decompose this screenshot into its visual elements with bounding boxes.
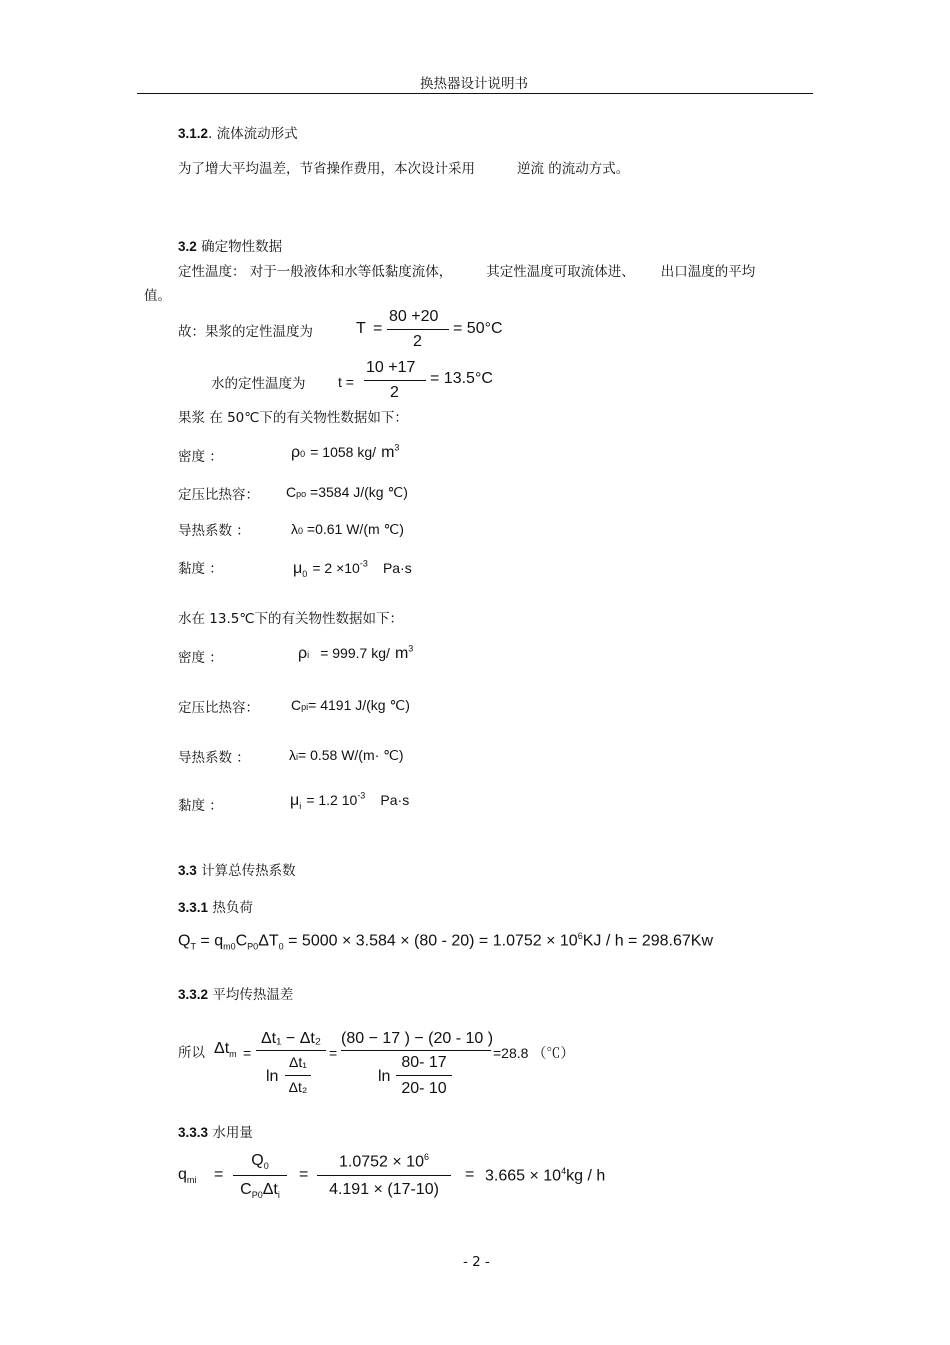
juice-density-value: ρ0 = 1058 kg/ $m^3$ (291, 442, 400, 461)
juice-temp-numerator: 80 +20 (389, 308, 439, 325)
water-temp-result: = 13.5°C (430, 370, 493, 387)
section-3-1-2-heading: 3.1.2. 流体流动形式 (178, 126, 298, 142)
water-usage-result: $3.665 \times 10^4kg / h$ (485, 1166, 606, 1185)
juice-mu-label: 黏度 ： (178, 561, 223, 577)
juice-cp-label: 定压比热容： (178, 487, 259, 503)
water-k-label: 导热系数 ： (178, 750, 250, 766)
juice-density-label: 密度 ： (178, 449, 223, 465)
lmtd-equals-2: = (329, 1045, 338, 1061)
lmtd-fraction-bar-values (341, 1050, 491, 1051)
water-temp-numerator: 10 +17 (366, 359, 416, 376)
water-usage-equals-3: = (465, 1166, 475, 1183)
lmtd-fraction-bar (256, 1050, 326, 1051)
section-3-2-heading: 3.2 确定物性数据 (178, 239, 283, 255)
water-temp-fraction-bar (364, 380, 426, 381)
lmtd-inner-denominator: Δt₂ (288, 1079, 308, 1095)
juice-cp-value: Cpo =3584 J/(kg ℃) (286, 484, 408, 500)
section-3-3-3-heading: 3.3.3 水用量 (178, 1125, 253, 1141)
water-temp-denominator: 2 (390, 384, 399, 401)
water-usage-equals-2: = (299, 1166, 309, 1183)
juice-temp-label: 故：果浆的定性温度为 (178, 324, 313, 340)
juice-props-intro: 果浆 在 50℃下的有关物性数据如下： (178, 410, 408, 426)
water-usage-numerator-values: $1.0752 \times 10^6$ (339, 1152, 429, 1171)
juice-temp-symbol: T (356, 320, 366, 337)
water-mu-value: $\mu_i = 1.2$ $10^{-3}$ Pa·s (290, 790, 410, 812)
water-density-value: ρi = 999.7 kg/ $m^3$ (298, 643, 414, 662)
juice-temp-fraction-bar (387, 329, 449, 330)
juice-k-value: λ0 =0.61 W/(m ℃) (291, 521, 404, 537)
lmtd-inner-bar (285, 1075, 311, 1076)
water-usage-denominator: $C_{P0}\Delta t_i$ (240, 1181, 280, 1201)
lmtd-intro: 所以 (178, 1045, 205, 1061)
lmtd-lhs: $\Delta t_m$ (214, 1040, 237, 1060)
header-rule (137, 93, 813, 94)
lmtd-inner-denominator-values: 20- 10 (401, 1080, 447, 1097)
lmtd-inner-numerator-values: 80- 17 (401, 1054, 447, 1071)
water-cp-label: 定压比热容： (178, 700, 259, 716)
lmtd-inner-bar-values (396, 1075, 452, 1076)
lmtd-ln: ln (266, 1068, 279, 1085)
juice-temp-denominator: 2 (413, 333, 422, 350)
section-3-3-heading: 3.3 计算总传热系数 (178, 863, 296, 879)
water-usage-lhs: $q_{mi}$ (178, 1166, 197, 1186)
lmtd-numerator: Δt₁ − Δt₂ (260, 1030, 322, 1047)
juice-temp-result: = 50°C (453, 320, 503, 337)
page-number: - 2 - (463, 1254, 490, 1270)
water-cp-value: Cpi= 4191 J/(kg ℃) (291, 697, 410, 713)
flow-paragraph: 为了增大平均温差，节省操作费用，本次设计采用 逆流 的流动方式。 (178, 161, 630, 177)
water-usage-numerator: $Q_0$ (251, 1152, 269, 1172)
lmtd-equals-1: = (243, 1045, 252, 1061)
water-usage-fraction-bar (233, 1175, 287, 1176)
water-k-value: λi= 0.58 W/(m· ℃) (289, 747, 404, 763)
lmtd-numerator-values: (80 − 17 ) − (20 - 10 ) (341, 1030, 494, 1047)
section-3-3-1-heading: 3.3.1 热负荷 (178, 900, 253, 916)
qualitative-temp-paragraph: 定性温度： 对于一般液体和水等低黏度流体， 其定性温度可取流体进、 出口温度的平均 (178, 264, 756, 280)
lmtd-ln-values: ln (378, 1068, 391, 1085)
water-props-intro: 水在 13.5℃下的有关物性数据如下： (178, 611, 404, 627)
page-header: 换热器设计说明书 (420, 76, 528, 92)
juice-mu-value: $\mu_0 = 2 \times 10^{-3}$ Pa·s (293, 558, 412, 580)
water-temp-label: 水的定性温度为 (211, 376, 306, 392)
lmtd-inner-numerator: Δt₁ (289, 1054, 307, 1070)
juice-k-label: 导热系数 ： (178, 523, 250, 539)
lmtd-result: =28.8 （℃） (493, 1045, 575, 1061)
water-density-label: 密度 ： (178, 650, 223, 666)
qualitative-temp-paragraph-tail: 值。 (144, 288, 171, 304)
section-3-3-2-heading: 3.3.2 平均传热温差 (178, 987, 294, 1003)
juice-temp-equals: = (373, 320, 383, 337)
water-usage-equals-1: = (214, 1166, 224, 1183)
water-usage-denominator-values: 4.191 × (17-10) (329, 1181, 439, 1198)
water-temp-symbol: t = (338, 374, 354, 390)
heat-load-equation: $Q_T = q_{m0}C_{P0}\Delta T_0 = 5000 \times 3.584 \times (80 - 20) = 1.0752 \times 10^6KJ / h = 298.67Kw$ (178, 931, 714, 952)
water-usage-fraction-bar-values (317, 1175, 451, 1176)
water-mu-label: 黏度 ： (178, 798, 223, 814)
